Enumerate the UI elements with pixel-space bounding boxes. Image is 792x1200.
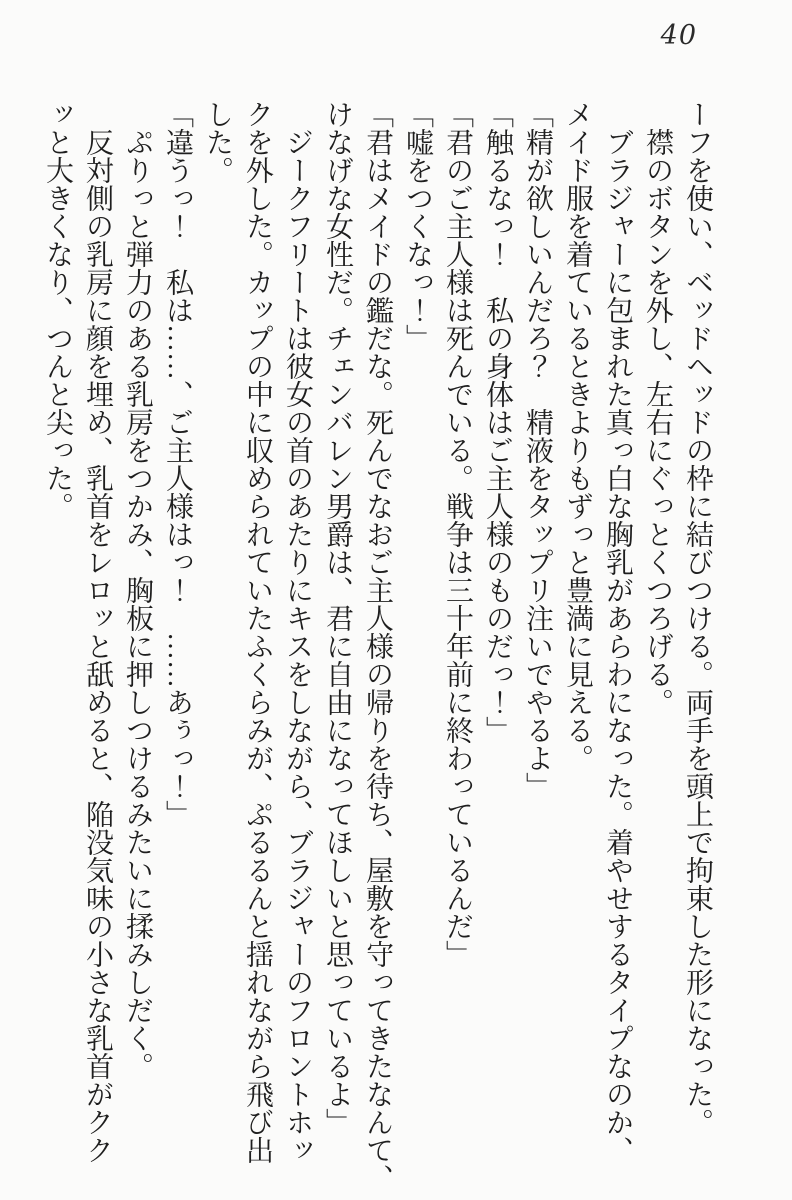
text-line-17: ッと大きくなり、つんと尖った。: [42, 100, 73, 520]
text-line-14: 「違うっ！ 私は……、ご主人様はっ！ ……あぅっ！」: [162, 100, 193, 828]
text-line-7: 「君のご主人様は死んでいる。戦争は三十年前に終わっているんだ」: [442, 100, 473, 968]
text-line-2: 襟のボタンを外し、左右にぐっとくつろげる。: [642, 100, 673, 716]
text-line-13: した。: [202, 100, 233, 184]
text-line-3: ブラジャーに包まれた真っ白な胸乳があらわになった。着やせするタイプなのか、: [602, 100, 633, 1164]
text-line-16: 反対側の乳房に顔を埋め、乳首をレロッと舐めると、陥没気味の小さな乳首がクク: [82, 100, 113, 1164]
text-block: [37, 100, 717, 1192]
text-line-5: 「精が欲しいんだろ？ 精液をタップリ注いでやるよ」: [522, 100, 553, 800]
text-line-11: ジークフリートは彼女の首のあたりにキスをしながら、ブラジャーのフロントホッ: [282, 100, 313, 1164]
page-number: 40: [660, 20, 697, 51]
text-line-12: クを外した。カップの中に収められていたふくらみが、ぷるるんと揺れながら飛び出: [242, 100, 273, 1164]
text-line-8: 「嘘をつくなっ！」: [402, 100, 433, 352]
text-line-1: ーフを使い、ベッドヘッドの枠に結びつける。両手を頭上で拘束した形になった。: [682, 100, 713, 1136]
text-line-6: 「触るなっ！ 私の身体はご主人様のものだっ！」: [482, 100, 513, 744]
text-line-4: メイド服を着ているときよりもずっと豊満に見える。: [562, 100, 593, 772]
text-line-9: 「君はメイドの鑑だな。死んでなおご主人様の帰りを待ち、屋敷を守ってきたなんて、: [362, 100, 393, 1192]
text-line-10: けなげな女性だ。チェンバレン男爵は、君に自由になってほしいと思っているよ」: [322, 100, 353, 1136]
text-line-15: ぷりっと弾力のある乳房をつかみ、胸板に押しつけるみたいに揉みしだく。: [122, 100, 153, 1080]
